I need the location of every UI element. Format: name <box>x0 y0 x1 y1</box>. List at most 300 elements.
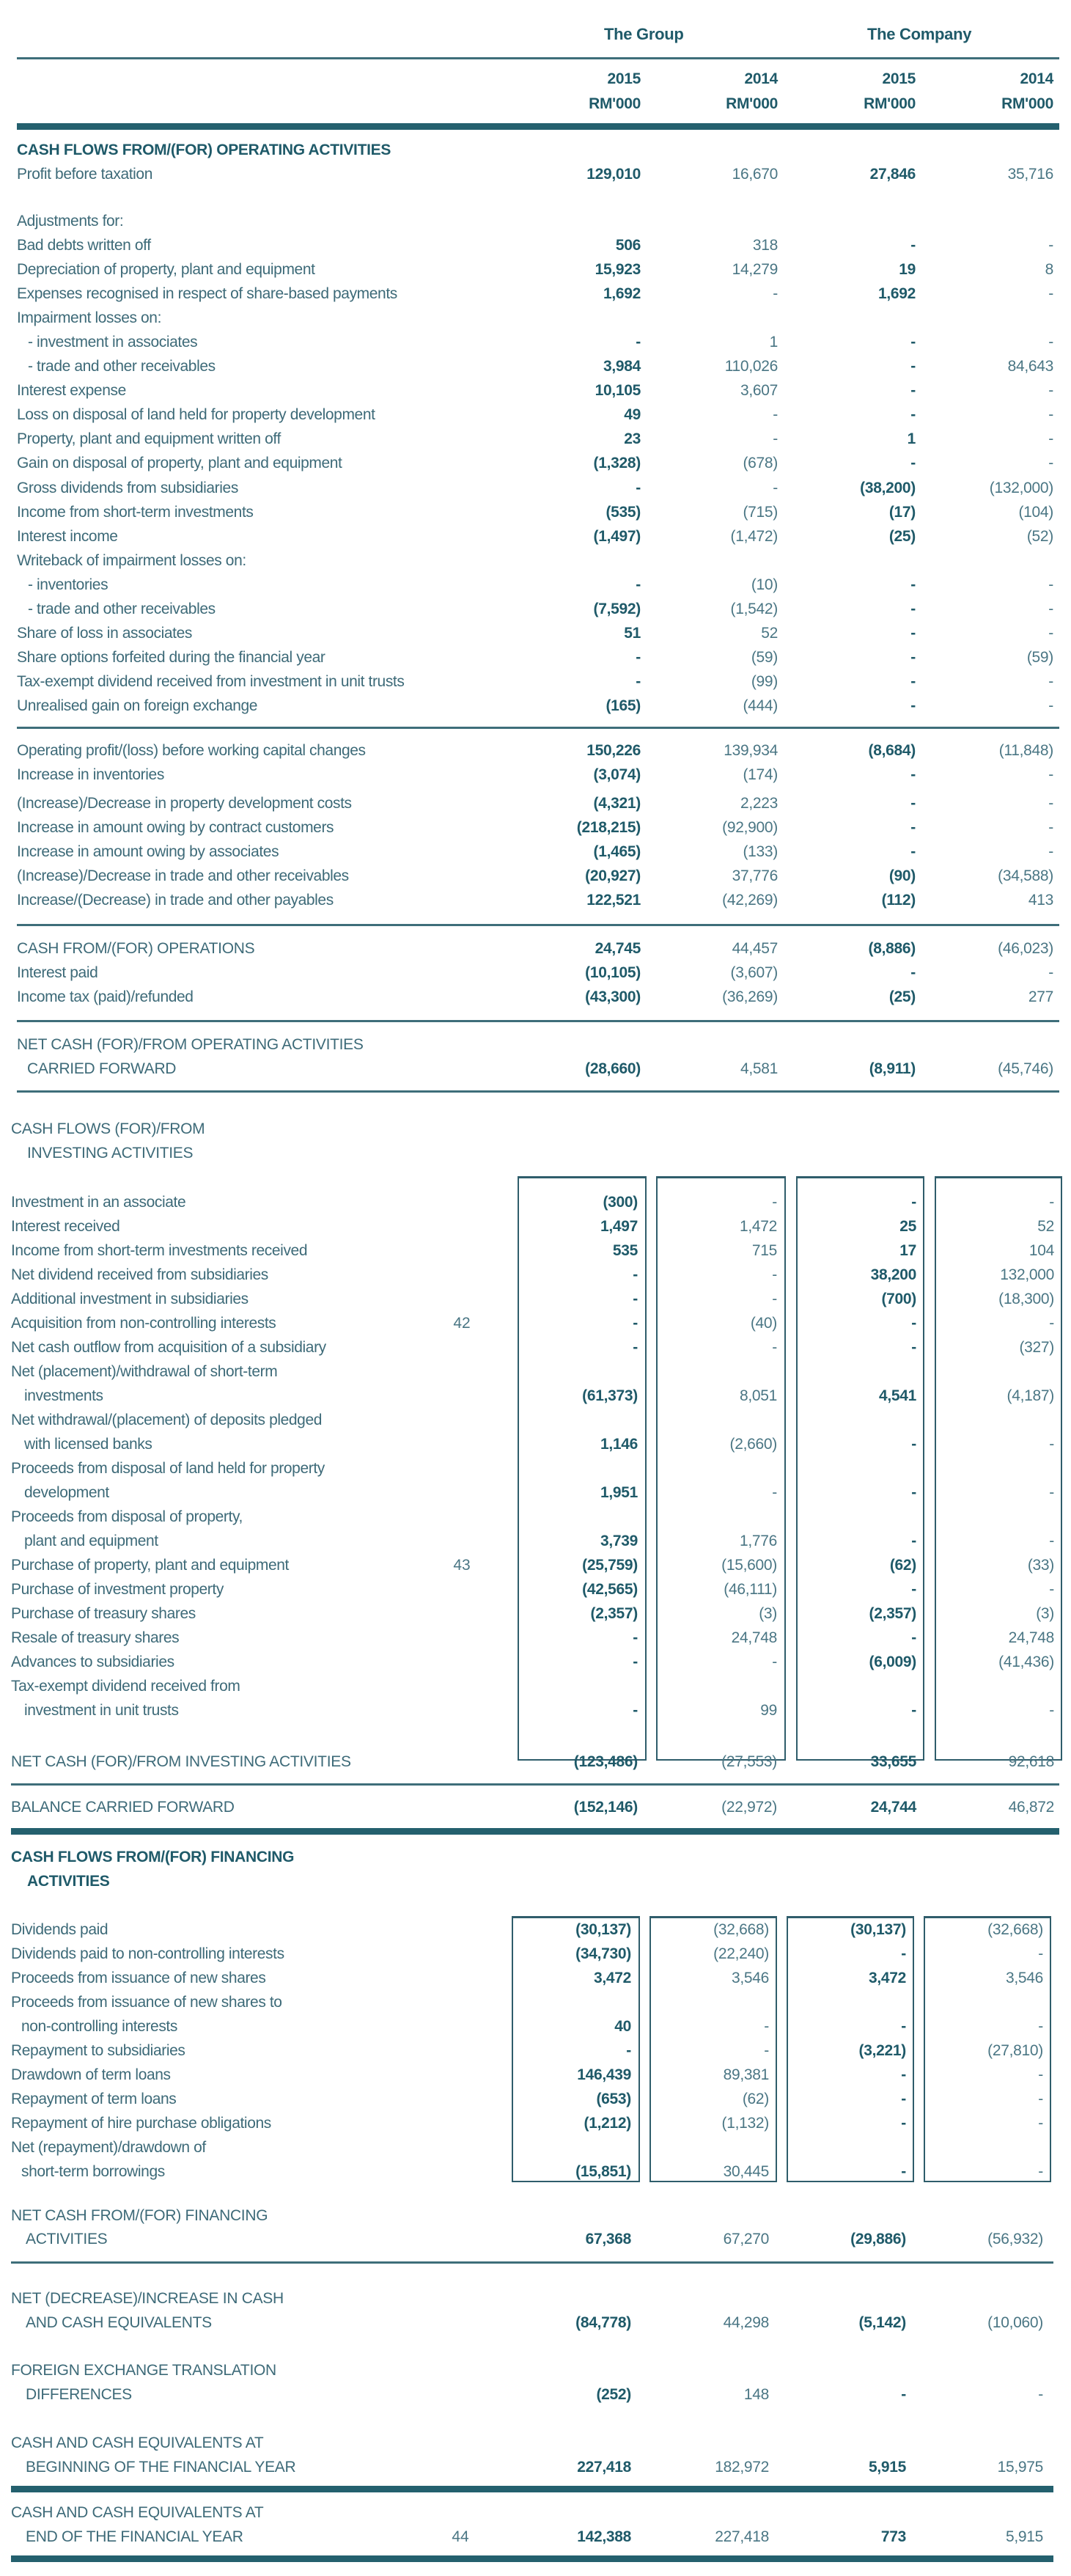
group-2015-value: (2,357) <box>590 1605 638 1622</box>
company-2014-value: - <box>1048 430 1053 447</box>
company-2014-value: - <box>1049 1702 1054 1719</box>
company-2014-value: 3,546 <box>1005 1970 1043 1986</box>
group-2015-value: (152,146) <box>573 1799 638 1816</box>
row-label: Impairment losses on: <box>17 309 162 326</box>
company-2015-value: (62) <box>889 1557 916 1574</box>
row-label: Additional investment in subsidiaries <box>11 1291 249 1307</box>
company-2015-value: - <box>901 2115 906 2132</box>
company-2015-value: 27,846 <box>869 166 916 183</box>
group-2014-value: 67,270 <box>723 2231 769 2247</box>
row-label-continued: short-term borrowings <box>21 2163 165 2180</box>
row-label: Interest expense <box>17 382 126 399</box>
company-2015-value: 3,472 <box>868 1970 906 1986</box>
company-2014-value: 92,618 <box>1008 1753 1054 1770</box>
group-2015-value: (1,212) <box>584 2115 631 2132</box>
company-2015-value: - <box>910 795 916 812</box>
group-2015-value: 3,984 <box>603 358 641 375</box>
company-2014-value: - <box>1048 625 1053 642</box>
company-2014-value: - <box>1048 406 1053 423</box>
group-2014-value: - <box>772 1291 777 1307</box>
company-2015-value: (112) <box>881 892 916 909</box>
group-2015-value: (165) <box>606 697 641 714</box>
row-label: Gain on disposal of property, plant and equipment <box>17 455 342 471</box>
net-financing-label-2: ACTIVITIES <box>26 2231 108 2247</box>
group-2015-value: 142,388 <box>577 2528 631 2545</box>
company-2015-value: - <box>911 1436 916 1453</box>
row-label: - trade and other receivables <box>28 358 216 375</box>
note-ref: 42 <box>453 1315 471 1332</box>
group-2015-value: (43,300) <box>585 988 641 1005</box>
divider <box>17 1020 1059 1022</box>
row-label-continued: AND CASH EQUIVALENTS <box>26 2314 212 2331</box>
row-label: Expenses recognised in respect of share-based payments <box>17 285 397 302</box>
row-label: Profit before taxation <box>17 166 152 183</box>
company-2014-value: - <box>1049 1315 1054 1332</box>
company-2015-value: (25) <box>888 988 916 1005</box>
company-2015-value: (25) <box>888 528 916 545</box>
group-2014-value: 148 <box>743 2386 769 2403</box>
company-2015-value: - <box>911 1484 916 1501</box>
company-2015-value: 19 <box>899 261 916 278</box>
company-2015-value: - <box>911 1339 916 1356</box>
company-2015-value: (3,221) <box>858 2042 906 2059</box>
group-2015-value: (30,137) <box>575 1921 631 1938</box>
company-2014-value: 132,000 <box>1000 1266 1054 1283</box>
company-2014-value: - <box>1048 576 1053 593</box>
company-2015-value: - <box>910 358 916 375</box>
row-label: Resale of treasury shares <box>11 1629 180 1646</box>
company-2014-value: 24,748 <box>1008 1629 1054 1646</box>
group-2014-value: 4,581 <box>740 1060 778 1077</box>
company-2015-value: (17) <box>888 504 916 521</box>
company-2014-value: - <box>1038 2163 1043 2180</box>
company-2014-value: (52) <box>1026 528 1053 545</box>
company-2014-value: - <box>1048 285 1053 302</box>
company-2015-value: - <box>911 1315 916 1332</box>
company-2015-value: (90) <box>888 867 916 884</box>
company-2015-value: 17 <box>899 1242 916 1259</box>
group-2014-value: (46,111) <box>724 1581 777 1598</box>
group-2014-value: 44,457 <box>732 940 778 957</box>
group-2014-value: 139,934 <box>724 742 778 759</box>
company-2015-value: (2,357) <box>869 1605 916 1622</box>
group-2014-value: 227,418 <box>715 2528 769 2545</box>
group-2015-value: 40 <box>614 2018 631 2035</box>
group-2015-value: (34,730) <box>575 1945 631 1962</box>
company-2015-value: - <box>910 766 916 783</box>
group-2014-value: (444) <box>743 697 778 714</box>
row-label: Income from short-term investments <box>17 504 254 521</box>
group-2015-value: 227,418 <box>577 2459 631 2476</box>
row-label: Proceeds from disposal of property, <box>11 1508 243 1525</box>
company-2014-value: - <box>1048 382 1053 399</box>
company-2014-value: 413 <box>1028 892 1053 909</box>
company-2014-value: - <box>1038 2091 1043 2107</box>
company-2015-value: - <box>910 601 916 617</box>
company-2015-value: - <box>910 334 916 351</box>
company-2015-value: - <box>911 1533 916 1549</box>
group-2015-value: 3,739 <box>600 1533 638 1549</box>
company-2015-value: - <box>901 2163 906 2180</box>
group-2014-value: - <box>773 406 778 423</box>
row-label: Net cash outflow from acquisition of a subsidiary <box>11 1339 326 1356</box>
company-2014-value: - <box>1048 697 1053 714</box>
company-2014-value: 35,716 <box>1007 166 1053 183</box>
group-2014-value: 2,223 <box>740 795 778 812</box>
group-2015-value: (535) <box>606 504 641 521</box>
company-2014-value: (27,810) <box>987 2042 1043 2059</box>
row-label-continued: with licensed banks <box>24 1436 152 1453</box>
group-2014-value: 99 <box>760 1702 777 1719</box>
row-label: Loss on disposal of land held for property development <box>17 406 375 423</box>
company-2014-value: - <box>1048 795 1053 812</box>
row-label: Investment in an associate <box>11 1194 186 1211</box>
company-2015-value: - <box>910 237 916 254</box>
company-2015-value: - <box>910 843 916 860</box>
row-label-continued: plant and equipment <box>24 1533 158 1549</box>
company-2014-value: (34,588) <box>998 867 1053 884</box>
group-2014-value: 30,445 <box>723 2163 769 2180</box>
row-label: Gross dividends from subsidiaries <box>17 480 238 496</box>
row-label: Purchase of treasury shares <box>11 1605 196 1622</box>
row-label: CASH AND CASH EQUIVALENTS AT <box>11 2434 264 2451</box>
row-label: - inventories <box>28 576 108 593</box>
company-2014-value: - <box>1038 1945 1043 1962</box>
company-2015-value: (29,886) <box>850 2231 906 2247</box>
company-2014-value: (3) <box>1036 1605 1054 1622</box>
company-2014-value: - <box>1048 964 1053 981</box>
group-2015-value: 1,146 <box>600 1436 638 1453</box>
divider <box>17 924 1059 926</box>
col-unit: RM'000 <box>726 95 778 112</box>
row-label: CASH AND CASH EQUIVALENTS AT <box>11 2504 264 2521</box>
company-2014-value: - <box>1038 2115 1043 2132</box>
group-2014-value: - <box>773 480 778 496</box>
company-2014-value: 46,872 <box>1008 1799 1054 1816</box>
company-2015-value: - <box>910 625 916 642</box>
investing-box-company-2014 <box>935 1176 1062 1761</box>
group-2015-value: 1,951 <box>600 1484 638 1501</box>
col-year: 2014 <box>744 70 778 87</box>
company-2014-value: 104 <box>1028 1242 1054 1259</box>
group-2014-value: 1,472 <box>739 1218 777 1235</box>
row-label: Proceeds from issuance of new shares to <box>11 1994 282 2011</box>
company-2014-value: 5,915 <box>1005 2528 1043 2545</box>
group-2014-value: (15,600) <box>721 1557 777 1574</box>
group-2014-value: (36,269) <box>722 988 778 1005</box>
group-2014-value: - <box>772 1484 777 1501</box>
group-2015-value: - <box>636 480 641 496</box>
group-2015-value: - <box>636 334 641 351</box>
row-label: Purchase of investment property <box>11 1581 224 1598</box>
net-operating-label-2: CARRIED FORWARD <box>27 1060 177 1077</box>
group-2015-value: (7,592) <box>593 601 641 617</box>
company-2015-value: (8,684) <box>868 742 916 759</box>
group-2015-value: 146,439 <box>577 2066 631 2083</box>
group-2014-value: (133) <box>743 843 778 860</box>
thick-divider <box>11 2486 1053 2492</box>
group-2015-value: 150,226 <box>586 742 641 759</box>
group-2014-value: 715 <box>751 1242 777 1259</box>
group-2014-value: - <box>772 1339 777 1356</box>
row-label: Increase in amount owing by associates <box>17 843 279 860</box>
group-2014-value: 8,051 <box>739 1387 777 1404</box>
group-2015-value: - <box>633 1315 638 1332</box>
group-2015-value: (218,215) <box>576 819 641 836</box>
group-2015-value: 129,010 <box>586 166 641 183</box>
company-2015-value: 1,692 <box>877 285 916 302</box>
row-label: Proceeds from issuance of new shares <box>11 1970 266 1986</box>
header-divider <box>17 57 1059 59</box>
company-2014-value: (56,932) <box>987 2231 1043 2247</box>
row-label: Income tax (paid)/refunded <box>17 988 194 1005</box>
company-2015-value: (30,137) <box>850 1921 906 1938</box>
group-2015-value: (1,465) <box>593 843 641 860</box>
group-2014-value: (27,553) <box>721 1753 777 1770</box>
row-label: Interest income <box>17 528 118 545</box>
header-thick-divider <box>17 123 1059 130</box>
row-label-continued: investments <box>24 1387 103 1404</box>
col-unit: RM'000 <box>1001 95 1053 112</box>
company-2014-value: - <box>1048 766 1053 783</box>
company-2015-value: - <box>911 1581 916 1598</box>
divider <box>17 727 1059 729</box>
row-label: Net dividend received from subsidiaries <box>11 1266 268 1283</box>
company-2014-value: 52 <box>1037 1218 1054 1235</box>
net-investing-label: NET CASH (FOR)/FROM INVESTING ACTIVITIES <box>11 1753 351 1770</box>
company-2015-value: - <box>911 1629 916 1646</box>
group-2014-value: (10) <box>751 576 778 593</box>
company-2015-value: - <box>901 1945 906 1962</box>
group-2014-value: 3,546 <box>731 1970 769 1986</box>
row-label: Unrealised gain on foreign exchange <box>17 697 258 714</box>
group-2014-value: 182,972 <box>715 2459 769 2476</box>
company-2014-value: - <box>1038 2066 1043 2083</box>
col-year: 2015 <box>882 70 916 87</box>
group-2014-value: 89,381 <box>723 2066 769 2083</box>
group-2014-value: (715) <box>743 504 778 521</box>
company-2014-value: - <box>1048 455 1053 471</box>
group-2014-value: 24,748 <box>731 1629 777 1646</box>
company-2014-value: (10,060) <box>987 2314 1043 2331</box>
col-unit: RM'000 <box>589 95 641 112</box>
group-2015-value: 23 <box>624 430 641 447</box>
group-2015-value: - <box>633 1654 638 1670</box>
group-2014-value: (42,269) <box>722 892 778 909</box>
group-2015-value: 51 <box>624 625 641 642</box>
row-label: Property, plant and equipment written off <box>17 430 281 447</box>
group-2015-value: - <box>636 576 641 593</box>
company-2014-value: - <box>1049 1436 1054 1453</box>
group-2015-value: 24,745 <box>595 940 641 957</box>
group-2014-value: (40) <box>750 1315 777 1332</box>
row-label: Adjustments for: <box>17 213 124 230</box>
investing-box-group-2014 <box>656 1176 786 1761</box>
group-2014-value: (1,542) <box>730 601 778 617</box>
row-label: Income from short-term investments received <box>11 1242 308 1259</box>
company-2014-value: - <box>1049 1194 1054 1211</box>
group-2014-value: 3,607 <box>740 382 778 399</box>
company-2014-value: (104) <box>1018 504 1053 521</box>
row-label: - investment in associates <box>28 334 198 351</box>
company-2015-value: - <box>910 649 916 666</box>
company-2014-value: - <box>1038 2018 1043 2035</box>
company-header: The Company <box>867 25 972 43</box>
company-2014-value: 15,975 <box>997 2459 1043 2476</box>
company-2015-value: - <box>901 2091 906 2107</box>
group-2015-value: 535 <box>612 1242 638 1259</box>
net-financing-label: NET CASH FROM/(FOR) FINANCING <box>11 2207 268 2224</box>
thick-divider <box>11 1828 1059 1835</box>
company-2014-value: - <box>1048 843 1053 860</box>
group-2014-value: 52 <box>761 625 778 642</box>
investing-box-group-2015 <box>518 1176 647 1761</box>
group-2015-value: (653) <box>596 2091 631 2107</box>
row-label: Purchase of property, plant and equipment <box>11 1557 289 1574</box>
company-2015-value: - <box>910 819 916 836</box>
row-label: Repayment of hire purchase obligations <box>11 2115 271 2132</box>
company-2015-value: - <box>911 1702 916 1719</box>
company-2015-value: (700) <box>881 1291 916 1307</box>
company-2014-value: (4,187) <box>1006 1387 1054 1404</box>
group-2014-value: 110,026 <box>724 358 778 375</box>
row-label: FOREIGN EXCHANGE TRANSLATION <box>11 2362 276 2379</box>
divider <box>17 1090 1059 1093</box>
group-2015-value: - <box>633 1339 638 1356</box>
group-2014-value: 16,670 <box>732 166 778 183</box>
company-2015-value: 5,915 <box>868 2459 906 2476</box>
row-label: (Increase)/Decrease in property development costs <box>17 795 352 812</box>
company-2014-value: (59) <box>1026 649 1053 666</box>
group-2015-value: (84,778) <box>575 2314 631 2331</box>
group-2015-value: (25,759) <box>582 1557 638 1574</box>
row-label: Repayment of term loans <box>11 2091 177 2107</box>
group-2014-value: 1 <box>769 334 778 351</box>
company-2015-value: - <box>910 673 916 690</box>
group-2015-value: - <box>636 673 641 690</box>
row-label: Repayment to subsidiaries <box>11 2042 185 2059</box>
investing-box-company-2015 <box>796 1176 924 1761</box>
row-label: Increase/(Decrease) in trade and other payables <box>17 892 334 909</box>
row-label: CASH FROM/(FOR) OPERATIONS <box>17 940 255 957</box>
group-2015-value: 506 <box>615 237 641 254</box>
company-2014-value: - <box>1049 1533 1054 1549</box>
row-label: Drawdown of term loans <box>11 2066 171 2083</box>
group-2015-value: - <box>626 2042 631 2059</box>
row-label: Interest received <box>11 1218 120 1235</box>
company-2014-value: (327) <box>1019 1339 1054 1356</box>
company-2015-value: - <box>910 455 916 471</box>
group-2015-value: - <box>633 1291 638 1307</box>
group-2015-value: (300) <box>603 1194 638 1211</box>
note-ref: 43 <box>453 1557 471 1574</box>
company-2015-value: (8,911) <box>869 1060 916 1077</box>
company-2015-value: - <box>901 2386 906 2403</box>
company-2015-value: - <box>911 1194 916 1211</box>
group-2014-value: 37,776 <box>732 867 778 884</box>
group-2014-value: (3) <box>759 1605 777 1622</box>
group-2014-value: (22,972) <box>721 1799 777 1816</box>
row-label: Net (repayment)/drawdown of <box>11 2139 206 2156</box>
company-2015-value: (8,886) <box>868 940 916 957</box>
row-label: Share options forfeited during the financial year <box>17 649 325 666</box>
company-2014-value: 84,643 <box>1007 358 1053 375</box>
group-2015-value: (3,074) <box>593 766 641 783</box>
group-2014-value: 318 <box>752 237 778 254</box>
balance-cf-label: BALANCE CARRIED FORWARD <box>11 1799 235 1816</box>
group-2015-value: (1,497) <box>593 528 641 545</box>
company-2014-value: (11,848) <box>998 742 1053 759</box>
row-label-continued: DIFFERENCES <box>26 2386 132 2403</box>
group-2015-value: - <box>633 1702 638 1719</box>
company-2014-value: - <box>1038 2386 1043 2403</box>
group-2014-value: - <box>773 285 778 302</box>
group-2014-value: (92,900) <box>722 819 778 836</box>
company-2015-value: 1 <box>907 430 916 447</box>
group-2014-value: 14,279 <box>732 261 778 278</box>
company-2015-value: (38,200) <box>860 480 916 496</box>
group-2015-value: (123,486) <box>573 1753 638 1770</box>
group-2014-value: - <box>772 1194 777 1211</box>
company-2014-value: (45,746) <box>998 1060 1053 1077</box>
row-label: Advances to subsidiaries <box>11 1654 174 1670</box>
net-operating-label: NET CASH (FOR)/FROM OPERATING ACTIVITIES <box>17 1036 364 1053</box>
company-2015-value: - <box>910 964 916 981</box>
group-2015-value: (10,105) <box>585 964 641 981</box>
financing-section-title: CASH FLOWS FROM/(FOR) FINANCING <box>11 1849 295 1865</box>
company-2015-value: 38,200 <box>870 1266 916 1283</box>
group-2014-value: - <box>773 430 778 447</box>
company-2014-value: - <box>1048 334 1053 351</box>
row-label: Interest paid <box>17 964 98 981</box>
group-2014-value: (678) <box>743 455 778 471</box>
group-2014-value: - <box>772 1654 777 1670</box>
company-2014-value: - <box>1049 1581 1054 1598</box>
row-label-continued: investment in unit trusts <box>24 1702 179 1719</box>
company-2015-value: 25 <box>899 1218 916 1235</box>
company-2014-value: (33) <box>1027 1557 1054 1574</box>
group-2015-value: - <box>633 1629 638 1646</box>
company-2015-value: - <box>910 576 916 593</box>
company-2014-value: (41,436) <box>998 1654 1054 1670</box>
group-2015-value: - <box>633 1266 638 1283</box>
row-label: Depreciation of property, plant and equipment <box>17 261 315 278</box>
group-2014-value: - <box>772 1266 777 1283</box>
row-label: Operating profit/(loss) before working capital changes <box>17 742 366 759</box>
company-2014-value: (18,300) <box>998 1291 1054 1307</box>
group-2014-value: (3,607) <box>730 964 778 981</box>
group-2014-value: (59) <box>751 649 778 666</box>
company-2014-value: - <box>1048 673 1053 690</box>
investing-section-title-2: INVESTING ACTIVITIES <box>27 1145 194 1162</box>
row-label: Increase in inventories <box>17 766 164 783</box>
group-2015-value: (1,328) <box>593 455 641 471</box>
company-2014-value: (46,023) <box>998 940 1053 957</box>
group-2014-value: 44,298 <box>723 2314 769 2331</box>
company-2014-value: - <box>1048 601 1053 617</box>
row-label: Net withdrawal/(placement) of deposits pledged <box>11 1412 323 1428</box>
investing-section-title: CASH FLOWS (FOR)/FROM <box>11 1120 205 1137</box>
company-2014-value: (32,668) <box>987 1921 1043 1938</box>
group-2014-value: (99) <box>751 673 778 690</box>
group-2015-value: 122,521 <box>586 892 641 909</box>
company-2015-value: - <box>910 697 916 714</box>
company-2015-value: (6,009) <box>869 1654 916 1670</box>
company-2015-value: 4,541 <box>878 1387 916 1404</box>
group-2015-value: (61,373) <box>582 1387 638 1404</box>
group-2015-value: 49 <box>624 406 641 423</box>
company-2014-value: - <box>1048 237 1053 254</box>
